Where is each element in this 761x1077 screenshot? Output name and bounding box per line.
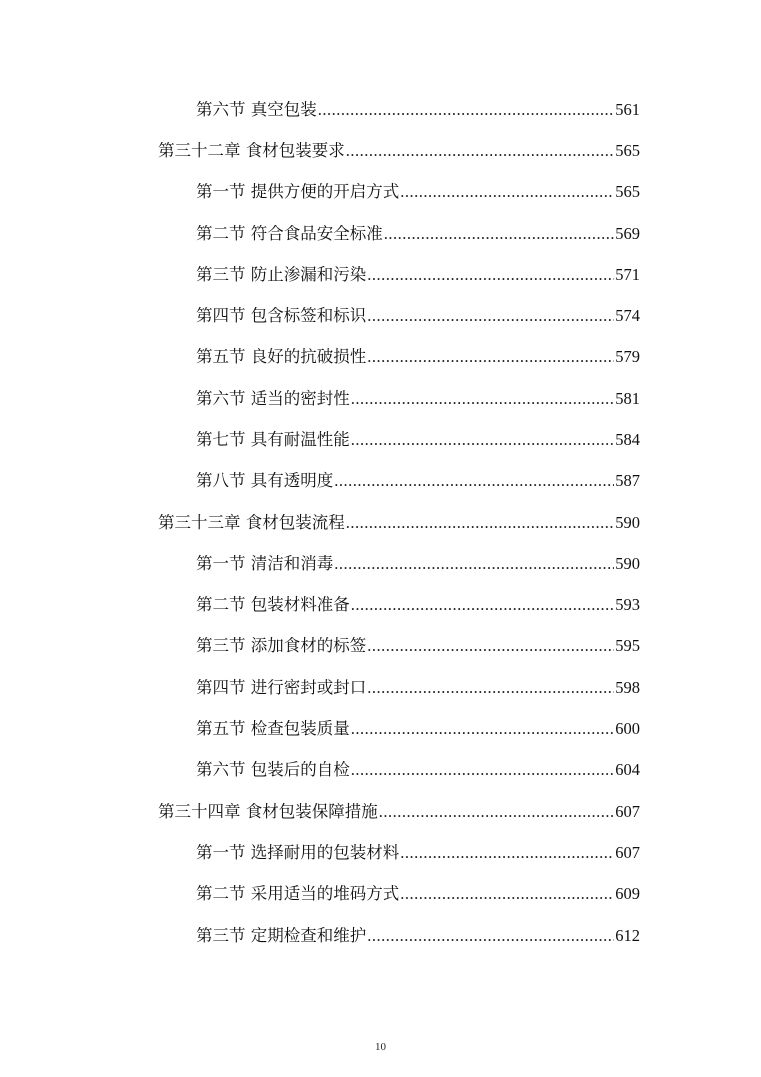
toc-entry[interactable]: [196, 425, 640, 455]
toc-entry[interactable]: [196, 879, 640, 909]
dot-leader: [346, 508, 615, 538]
page-number: 10: [375, 1041, 386, 1053]
dot-leader: [367, 921, 614, 951]
toc-entry-page: 590: [615, 554, 640, 573]
toc-entry-page: 607: [615, 802, 640, 821]
toc-entry-title: 第四节 进行密封或封口: [196, 678, 367, 697]
dot-leader: [351, 384, 615, 414]
toc-entry-page: 595: [615, 636, 640, 655]
toc-entry[interactable]: [196, 549, 640, 579]
toc-entry-page: 604: [615, 760, 640, 779]
dot-leader: [400, 838, 614, 868]
toc-entry-page: 607: [615, 843, 640, 862]
toc-entry-title: 第一节 清洁和消毒: [196, 554, 334, 573]
dot-leader: [367, 342, 614, 372]
toc-entry[interactable]: [196, 466, 640, 496]
toc-entry-title: 第三十二章 食材包装要求: [158, 141, 345, 160]
toc-entry[interactable]: [196, 673, 640, 703]
dot-leader: [334, 466, 614, 496]
toc-entry-title: 第三节 添加食材的标签: [196, 636, 367, 655]
dot-leader: [367, 301, 614, 331]
toc-entry[interactable]: [196, 177, 640, 207]
toc-entry-title: 第六节 真空包装: [196, 100, 317, 119]
toc-entry[interactable]: [196, 95, 640, 125]
dot-leader: [400, 177, 614, 207]
toc-entry-page: 579: [615, 347, 640, 366]
dot-leader: [351, 755, 615, 785]
toc-entry-title: 第七节 具有耐温性能: [196, 430, 350, 449]
toc-entry-page: 584: [615, 430, 640, 449]
toc-entry[interactable]: [196, 301, 640, 331]
toc-entry-page: 565: [615, 182, 640, 201]
dot-leader: [400, 879, 614, 909]
dot-leader: [351, 590, 615, 620]
toc-entry[interactable]: [196, 219, 640, 249]
toc-entry-title: 第二节 包装材料准备: [196, 595, 350, 614]
toc-entry-title: 第六节 包装后的自检: [196, 760, 350, 779]
toc-entry[interactable]: [196, 384, 640, 414]
toc-entry[interactable]: [196, 755, 640, 785]
dot-leader: [367, 631, 614, 661]
toc-entry-title: 第一节 选择耐用的包装材料: [196, 843, 400, 862]
dot-leader: [318, 95, 615, 125]
toc-entry-page: 574: [615, 306, 640, 325]
toc-entry[interactable]: [196, 631, 640, 661]
dot-leader: [384, 219, 615, 249]
toc-entry-page: 593: [615, 595, 640, 614]
toc-entry[interactable]: [158, 136, 640, 166]
dot-leader: [367, 673, 614, 703]
toc-entry-title: 第八节 具有透明度: [196, 471, 334, 490]
toc-entry-page: 587: [615, 471, 640, 490]
toc-entry-title: 第二节 符合食品安全标准: [196, 224, 383, 243]
toc-entry[interactable]: [196, 590, 640, 620]
toc-entry-page: 581: [615, 389, 640, 408]
toc-entry[interactable]: [196, 342, 640, 372]
toc-entry-page: 571: [615, 265, 640, 284]
toc-entry-title: 第五节 良好的抗破损性: [196, 347, 367, 366]
toc-entry[interactable]: [158, 508, 640, 538]
toc-entry-page: 565: [615, 141, 640, 160]
toc-entry-page: 569: [615, 224, 640, 243]
toc-entry-page: 612: [615, 926, 640, 945]
toc-entry-title: 第二节 采用适当的堆码方式: [196, 884, 400, 903]
dot-leader: [351, 714, 615, 744]
toc-entry[interactable]: [196, 260, 640, 290]
dot-leader: [379, 797, 615, 827]
dot-leader: [346, 136, 615, 166]
toc-entry-page: 590: [615, 513, 640, 532]
toc-entry[interactable]: [196, 714, 640, 744]
toc-entry-title: 第三十三章 食材包装流程: [158, 513, 345, 532]
toc-entry-title: 第五节 检查包装质量: [196, 719, 350, 738]
dot-leader: [367, 260, 614, 290]
toc-entry-title: 第四节 包含标签和标识: [196, 306, 367, 325]
toc-entry-title: 第三节 防止渗漏和污染: [196, 265, 367, 284]
toc-entry[interactable]: [196, 838, 640, 868]
toc-entry-page: 561: [615, 100, 640, 119]
dot-leader: [351, 425, 615, 455]
toc-entry-page: 598: [615, 678, 640, 697]
dot-leader: [334, 549, 614, 579]
toc-entry-page: 600: [615, 719, 640, 738]
toc-entry-page: 609: [615, 884, 640, 903]
toc-entry-title: 第三节 定期检查和维护: [196, 926, 367, 945]
toc-entry-title: 第六节 适当的密封性: [196, 389, 350, 408]
toc-entry[interactable]: [196, 921, 640, 951]
toc-entry-title: 第三十四章 食材包装保障措施: [158, 802, 378, 821]
toc-entry[interactable]: [158, 797, 640, 827]
toc-entry-title: 第一节 提供方便的开启方式: [196, 182, 400, 201]
